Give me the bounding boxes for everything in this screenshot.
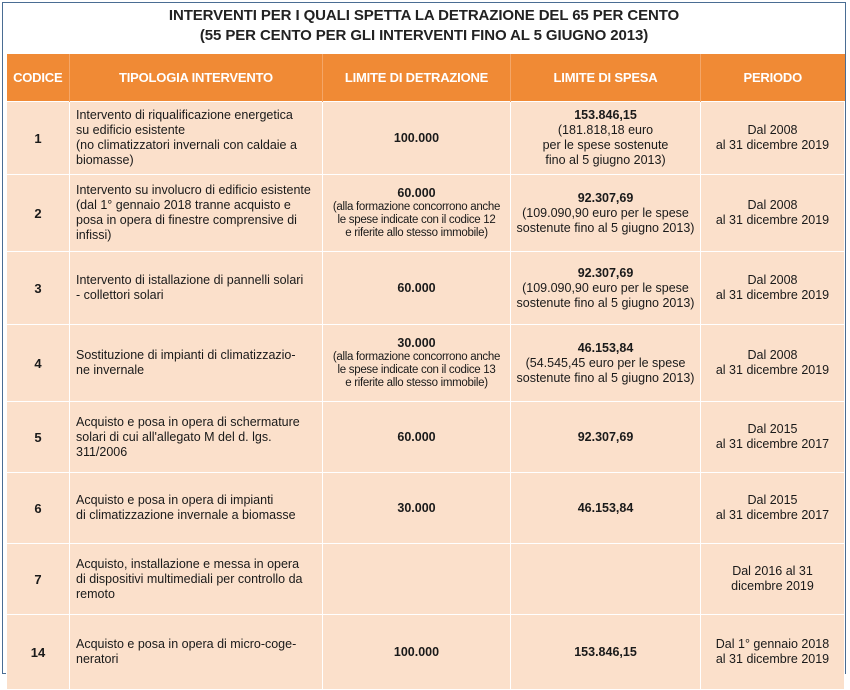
cell-limite-detrazione: [323, 544, 511, 615]
tipologia-line: remoto: [76, 586, 115, 601]
spesa-note-line: sostenute fino al 5 giugno 2013): [516, 220, 695, 235]
spesa-amount: 92.307,69: [577, 429, 634, 444]
detrazione-amount: 60.000: [397, 186, 436, 200]
tipologia-line: (no climatizzatori invernali con caldaie a: [76, 138, 297, 152]
cell-tipologia: [70, 615, 323, 690]
tipologia-line: Intervento di riqualificazione energetica: [76, 108, 293, 122]
table-row: [7, 102, 845, 175]
table-title: [3, 6, 845, 46]
cell-codice: 1: [7, 102, 70, 175]
table-row: [7, 402, 845, 473]
periodo-line: Dal 1° gennaio 2018: [715, 637, 830, 651]
header-row: [7, 54, 845, 102]
cell-limite-spesa: [511, 473, 701, 544]
tipologia-line: Acquisto, installazione e messa in opera: [76, 556, 300, 571]
periodo-line: al 31 dicembre 2019: [715, 363, 830, 377]
tipologia-line: di climatizzazione invernale a biomasse: [76, 508, 296, 522]
spesa-amount: 46.153,84: [577, 340, 634, 355]
tipologia-line: Acquisto e posa in opera di impianti: [76, 493, 274, 507]
spesa-note-line: fino al 5 giugno 2013): [545, 153, 666, 167]
cell-tipologia: [70, 175, 323, 252]
periodo-line: Dal 2015: [747, 422, 798, 436]
tipologia-line: neratori: [76, 652, 119, 666]
cell-codice: 14: [7, 615, 70, 690]
tipologia-line: Intervento su involucro di edificio esistente: [76, 183, 311, 197]
table-body: [7, 102, 845, 690]
tipologia-line: Intervento di istallazione di pannelli solari: [76, 273, 304, 287]
detrazione-amount: 30.000: [397, 336, 436, 350]
tipologia-line: infissi): [76, 228, 112, 242]
deductions-table: [6, 54, 845, 690]
cell-periodo: [701, 473, 845, 544]
cell-tipologia: [70, 402, 323, 473]
table-row: [7, 544, 845, 615]
spesa-note-line: sostenute fino al 5 giugno 2013): [516, 295, 695, 310]
cell-codice: 6: [7, 473, 70, 544]
spesa-note-line: (181.818,18 euro: [557, 123, 654, 137]
spesa-note-line: (109.090,90 euro per le spese: [522, 205, 689, 220]
detrazione-amount: 100.000: [393, 644, 440, 659]
detrazione-note-line: (alla formazione concorrono anche: [332, 201, 501, 213]
cell-periodo: [701, 252, 845, 325]
cell-limite-detrazione: [323, 325, 511, 402]
cell-limite-spesa: [511, 544, 701, 615]
cell-limite-detrazione: [323, 102, 511, 175]
cell-tipologia: [70, 252, 323, 325]
header-codice: CODICE: [7, 54, 70, 102]
cell-tipologia: [70, 544, 323, 615]
detrazione-note-line: e riferite allo stesso immobile): [345, 227, 488, 239]
cell-limite-detrazione: [323, 175, 511, 252]
cell-codice: 3: [7, 252, 70, 325]
tipologia-line: ne invernale: [76, 363, 145, 377]
cell-codice: 4: [7, 325, 70, 402]
periodo-line: al 31 dicembre 2017: [715, 437, 830, 451]
periodo-line: Dal 2008: [747, 348, 798, 362]
spesa-note-line: (109.090,90 euro per le spese: [522, 280, 689, 295]
title-line-1: INTERVENTI PER I QUALI SPETTA LA DETRAZIONE DEL 65 PER CENTO: [168, 7, 680, 24]
table-row: [7, 175, 845, 252]
cell-limite-spesa: [511, 402, 701, 473]
tipologia-line: Acquisto e posa in opera di schermature: [76, 414, 300, 429]
spesa-note-line: (54.545,45 euro per le spese: [525, 355, 686, 370]
periodo-line: al 31 dicembre 2019: [715, 288, 830, 302]
cell-limite-spesa: [511, 325, 701, 402]
spesa-amount: 153.846,15: [574, 108, 637, 122]
cell-codice: 2: [7, 175, 70, 252]
header-periodo: PERIODO: [701, 54, 845, 102]
cell-limite-detrazione: [323, 252, 511, 325]
cell-periodo: [701, 402, 845, 473]
tipologia-line: di dispositivi multimediali per controllo da: [76, 571, 303, 586]
spesa-note-line: per le spese sostenute: [542, 138, 669, 152]
periodo-line: dicembre 2019: [731, 579, 814, 593]
cell-limite-detrazione: [323, 615, 511, 690]
tipologia-line: posa in opera di finestre comprensive di: [76, 213, 297, 227]
cell-periodo: [701, 325, 845, 402]
cell-periodo: [701, 544, 845, 615]
cell-periodo: [701, 102, 845, 175]
detrazione-note-line: le spese indicate con il codice 12: [337, 214, 496, 226]
cell-limite-detrazione: [323, 402, 511, 473]
periodo-line: Dal 2015: [747, 493, 798, 507]
header-tipologia: TIPOLOGIA INTERVENTO: [70, 54, 323, 102]
detrazione-amount: 60.000: [397, 429, 436, 444]
detrazione-note-line: (alla formazione concorrono anche: [332, 351, 501, 363]
spesa-amount: 153.846,15: [574, 644, 637, 659]
periodo-line: Dal 2016 al 31: [732, 564, 813, 578]
header-limite-spesa: LIMITE DI SPESA: [511, 54, 701, 102]
cell-tipologia: [70, 473, 323, 544]
tipologia-line: Acquisto e posa in opera di micro-coge-: [76, 637, 297, 651]
tipologia-line: 311/2006: [76, 444, 128, 459]
detrazione-amount: 60.000: [397, 280, 436, 295]
cell-limite-spesa: [511, 615, 701, 690]
cell-tipologia: [70, 325, 323, 402]
cell-codice: 7: [7, 544, 70, 615]
periodo-line: Dal 2008: [747, 123, 798, 137]
tipologia-line: solari di cui all'allegato M del d. lgs.: [76, 429, 272, 444]
cell-tipologia: [70, 102, 323, 175]
cell-limite-detrazione: [323, 473, 511, 544]
detrazione-note-line: e riferite allo stesso immobile): [345, 377, 488, 389]
cell-periodo: [701, 175, 845, 252]
periodo-line: al 31 dicembre 2019: [715, 652, 830, 666]
periodo-line: al 31 dicembre 2019: [715, 213, 830, 227]
tipologia-line: biomasse): [76, 153, 134, 167]
detrazione-note-line: le spese indicate con il codice 13: [337, 364, 496, 376]
periodo-line: al 31 dicembre 2019: [715, 138, 830, 152]
cell-periodo: [701, 615, 845, 690]
periodo-line: Dal 2008: [747, 273, 798, 287]
cell-limite-spesa: [511, 175, 701, 252]
tipologia-line: - collettori solari: [76, 288, 164, 302]
detrazione-amount: 100.000: [393, 130, 440, 145]
table-row: [7, 252, 845, 325]
spesa-amount: 46.153,84: [577, 500, 634, 515]
table-row: [7, 473, 845, 544]
title-line-2: (55 PER CENTO PER GLI INTERVENTI FINO AL 5 GIUGNO 2013): [199, 27, 649, 44]
cell-limite-spesa: [511, 102, 701, 175]
spesa-note-line: sostenute fino al 5 giugno 2013): [516, 370, 695, 385]
periodo-line: al 31 dicembre 2017: [715, 508, 830, 522]
table-row: [7, 325, 845, 402]
cell-codice: 5: [7, 402, 70, 473]
spesa-amount: 92.307,69: [577, 190, 634, 205]
tipologia-line: Sostituzione di impianti di climatizzazio-: [76, 348, 296, 362]
tipologia-line: (dal 1° gennaio 2018 tranne acquisto e: [76, 198, 291, 212]
document-frame: [2, 2, 846, 674]
spesa-amount: 92.307,69: [577, 265, 634, 280]
tipologia-line: su edificio esistente: [76, 123, 186, 137]
header-limite-detrazione: LIMITE DI DETRAZIONE: [323, 54, 511, 102]
table-row: [7, 615, 845, 690]
cell-limite-spesa: [511, 252, 701, 325]
periodo-line: Dal 2008: [747, 198, 798, 212]
detrazione-amount: 30.000: [397, 500, 436, 515]
